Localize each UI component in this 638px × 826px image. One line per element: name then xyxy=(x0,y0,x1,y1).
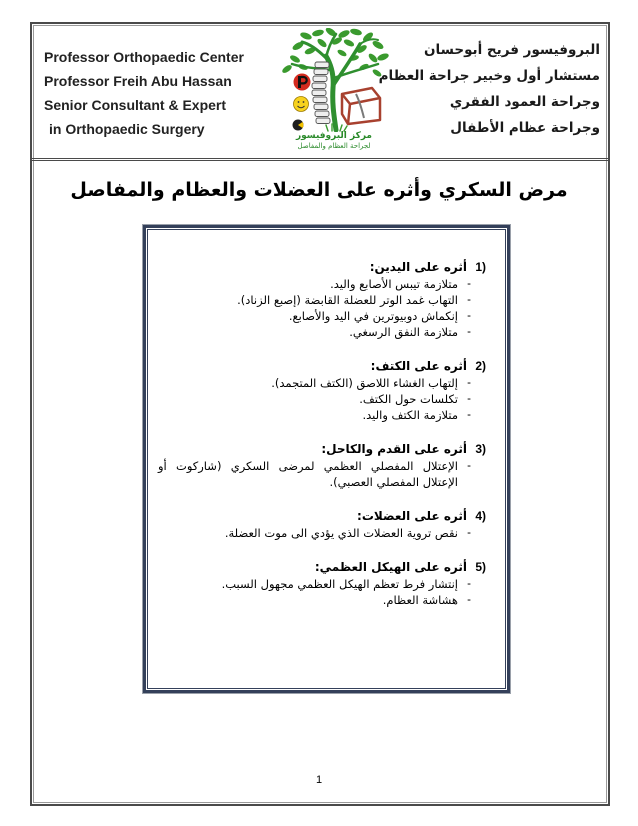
smiley-eye xyxy=(298,101,300,103)
section-title: أثره على الكتف: xyxy=(370,359,467,373)
page-number: 1 xyxy=(315,774,323,786)
header-english-line: Professor Orthopaedic Center xyxy=(44,49,244,65)
logo-caption-line: لجراحة العظام والمفاصل xyxy=(297,142,371,150)
logo-leaf xyxy=(316,37,328,48)
smiley-icon xyxy=(294,97,309,112)
content-list xyxy=(158,259,486,608)
bullet-dash: - xyxy=(467,278,471,290)
document-title: مرض السكري وأثره على العضلات والعظام والمفاصل xyxy=(70,179,568,201)
vertebra xyxy=(315,111,329,117)
header-divider xyxy=(30,158,610,161)
list-item-text: تكلسات حول الكتف. xyxy=(359,392,458,406)
frame-edge xyxy=(348,104,350,124)
logo-leaf xyxy=(336,48,347,57)
list-item xyxy=(158,308,486,324)
list-item xyxy=(158,592,486,608)
list-item xyxy=(158,407,486,423)
header-arabic-line: وجراحة العمود الفقري xyxy=(449,94,600,110)
section-hands xyxy=(158,259,486,340)
logo-leaf xyxy=(289,54,301,64)
bullet-dash: - xyxy=(467,393,471,405)
list-item-text: إنكماش دوبيوترين في اليد والأصابع. xyxy=(288,309,458,323)
list-item xyxy=(158,324,486,340)
center-logo xyxy=(276,28,390,132)
vertebra xyxy=(312,90,326,96)
logo-leaf xyxy=(299,31,312,41)
list-item-text: الإعتلال المفصلي العظمي لمرضى السكري (شاركوت أو الإعتلال المفصلي العصبي). xyxy=(158,459,458,489)
logo-leaf xyxy=(343,38,355,48)
bullet-dash: - xyxy=(467,527,471,539)
bullet-dash: - xyxy=(467,310,471,322)
bullet-dash: - xyxy=(467,294,471,306)
section-number: 4) xyxy=(475,509,486,523)
vertebra xyxy=(314,104,328,110)
list-item-text: إنتشار فرط تعظم الهيكل العظمي مجهول السبب. xyxy=(221,577,458,591)
section-number: 3) xyxy=(475,442,486,456)
fixator-frame-icon xyxy=(342,88,380,124)
section-heading xyxy=(158,441,486,458)
frame-edge xyxy=(342,94,380,104)
bullet-dash: - xyxy=(467,460,471,472)
section-heading xyxy=(158,358,486,375)
header-arabic-line: مستشار أول وخبير جراحة العظام xyxy=(378,68,600,84)
section-title: أثره على العضلات: xyxy=(357,509,467,523)
vertebra xyxy=(315,62,329,68)
list-item xyxy=(158,576,486,592)
list-item xyxy=(158,525,486,541)
list-item-text: إلتهاب الغشاء اللاصق (الكتف المتجمد). xyxy=(271,376,458,390)
list-item-text: هشاشة العظام. xyxy=(382,593,458,607)
list-item-text: نقص تروية العضلات الذي يؤدي الى موت العضلة. xyxy=(224,526,458,540)
bullet-dash: - xyxy=(467,409,471,421)
list-item xyxy=(158,276,486,292)
vertebra xyxy=(312,83,326,89)
list-item-text: التهاب غمد الوتر للعضلة القابضة (إصبع الزناد). xyxy=(237,293,458,307)
section-skeleton xyxy=(158,559,486,608)
section-number: 2) xyxy=(475,359,486,373)
bullet-dash: - xyxy=(467,578,471,590)
branch xyxy=(333,44,360,86)
list-item-text: متلازمة تيبس الأصابع واليد. xyxy=(330,277,458,291)
badge-icon xyxy=(293,120,304,131)
section-title: أثره على القدم والكاحل: xyxy=(321,442,467,456)
list-item xyxy=(158,375,486,391)
section-heading xyxy=(158,508,486,525)
bullet-dash: - xyxy=(467,594,471,606)
header-english-line: in Orthopaedic Surgery xyxy=(49,121,205,137)
logo-caption xyxy=(284,131,384,151)
list-item xyxy=(158,292,486,308)
vertebra xyxy=(313,76,327,82)
logo-leaf xyxy=(367,52,379,64)
branch xyxy=(326,34,336,58)
section-heading xyxy=(158,259,486,276)
section-muscles xyxy=(158,508,486,541)
section-title: أثره على اليدين: xyxy=(369,260,467,274)
section-foot-ankle xyxy=(158,441,486,490)
spine-icon xyxy=(312,62,330,124)
smiley-face xyxy=(294,97,309,112)
section-shoulder xyxy=(158,358,486,423)
header-arabic xyxy=(379,37,600,141)
header-english-line: Professor Freih Abu Hassan xyxy=(44,73,232,89)
vertebra xyxy=(314,69,328,75)
no-parking-icon xyxy=(294,74,311,91)
section-title: أثره على الهيكل العظمي: xyxy=(314,560,467,574)
header-english-line: Senior Consultant & Expert xyxy=(44,97,227,113)
logo-leaf xyxy=(281,64,293,75)
bullet-dash: - xyxy=(467,377,471,389)
list-item-text: متلازمة الكتف واليد. xyxy=(362,408,458,422)
icon-stem xyxy=(298,76,301,88)
header-arabic-line: وجراحة عظام الأطفال xyxy=(450,120,600,136)
list-item-text: متلازمة النفق الرسغي. xyxy=(349,325,458,339)
vertebra xyxy=(316,118,330,124)
branch xyxy=(334,64,378,78)
logo-leaf xyxy=(349,28,362,36)
list-item xyxy=(158,391,486,407)
logo-leaf xyxy=(311,29,324,38)
vertebra xyxy=(313,97,327,103)
header-arabic-line: البروفيسور فريح أبوحسان xyxy=(424,42,600,58)
frame-limb xyxy=(356,94,364,118)
list-item xyxy=(158,458,486,490)
section-number: 5) xyxy=(475,560,486,574)
bullet-dash: - xyxy=(467,326,471,338)
logo-caption-line: مركز البروفيسور xyxy=(295,131,373,141)
header-english xyxy=(44,45,244,141)
section-heading xyxy=(158,559,486,576)
smiley-eye xyxy=(303,101,305,103)
section-number: 1) xyxy=(475,260,486,274)
